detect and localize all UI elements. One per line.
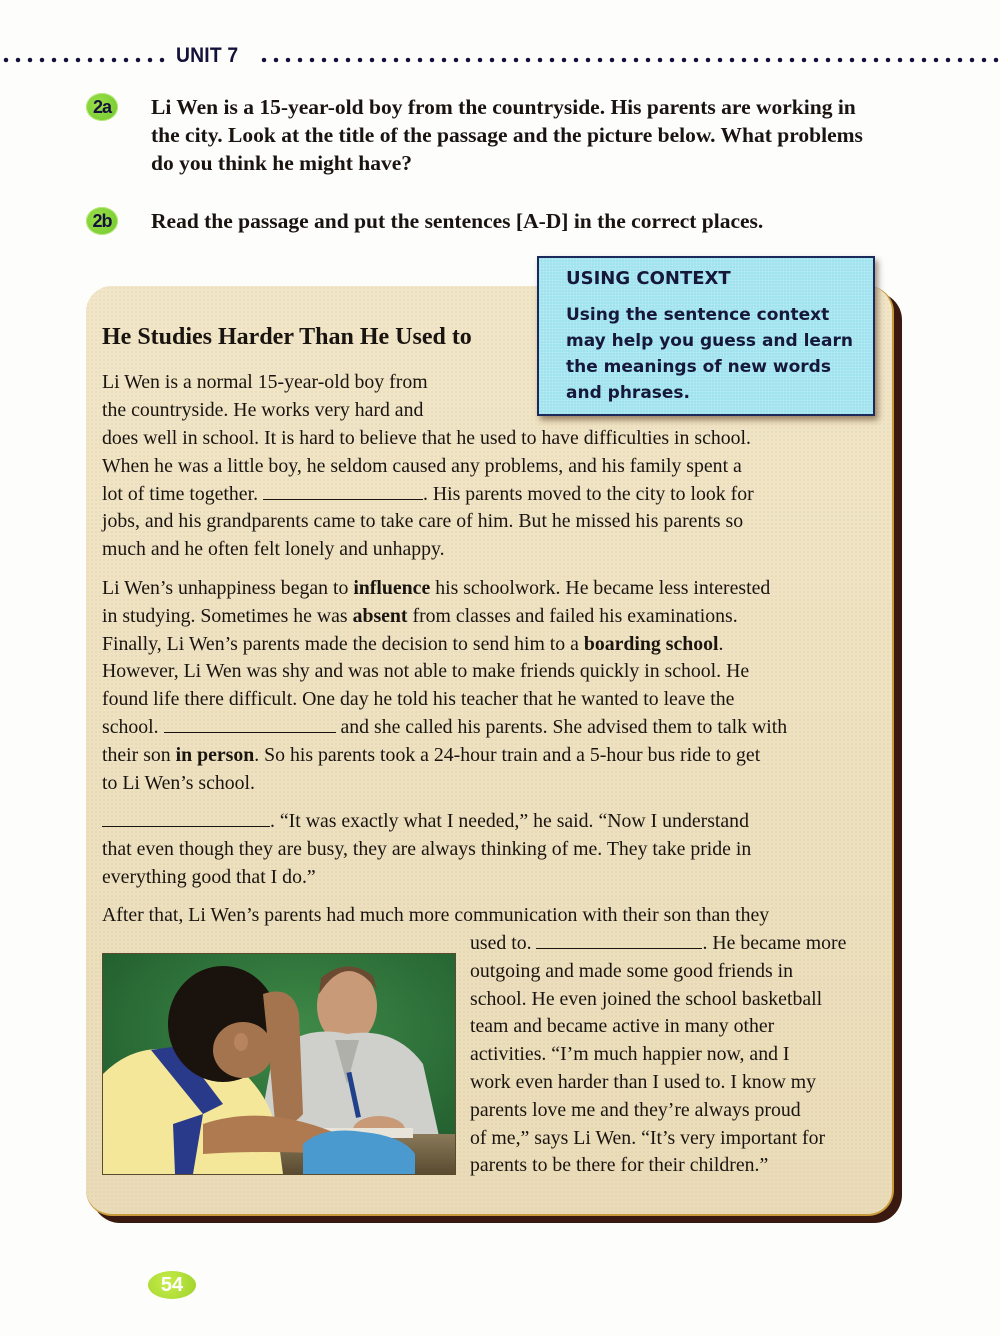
dotted-rule-left	[0, 57, 168, 63]
task-2b-instructions: Read the passage and put the sentences [A-D] in the correct places.	[151, 209, 764, 233]
text-line: jobs, and his grandparents came to take care of him. But he missed his parents so	[102, 510, 744, 533]
passage-title: He Studies Harder Than He Used to	[102, 324, 472, 350]
tip-body: Using the sentence context may help you guess and learn the meanings of new words and phrases.	[566, 305, 853, 403]
unit-label: UNIT 7	[176, 44, 239, 67]
unit-header	[0, 44, 1000, 74]
tip-title: USING CONTEXT	[566, 268, 731, 289]
text-line: After that, Li Wen’s parents had much more communication with their son than they	[102, 904, 770, 926]
text-line: used to. . He became more	[470, 932, 847, 954]
text-line: lot of time together. . His parents moved to the city to look for	[102, 482, 754, 505]
paragraph-4-line-1	[102, 902, 892, 930]
task-2a-instructions: Li Wen is a 15-year-old boy from the countryside. His parents are working in the city. Look at the title of the passage and the picture below. What problems do you think he might have?	[151, 95, 863, 175]
text-line: parents to be there for their children.”	[470, 1154, 769, 1177]
answer-blank-4[interactable]	[536, 930, 702, 949]
text-line: When he was a little boy, he seldom caused any problems, and his family spent a	[102, 454, 742, 477]
answer-blank-2[interactable]	[164, 714, 336, 733]
text-line: school. He even joined the school basketball	[470, 987, 823, 1010]
text-line: does well in school. It is hard to believe that he used to have difficulties in school.	[102, 427, 751, 449]
task-badge-2a: 2a	[86, 93, 118, 121]
keyword-influence: influence	[353, 577, 431, 599]
text-line: of me,” says Li Wen. “It’s very important for	[470, 1126, 826, 1149]
text-line: everything good that I do.”	[102, 865, 316, 888]
paragraph-1-intro	[102, 369, 502, 425]
text-line: outgoing and made some good friends in	[470, 959, 794, 982]
text-line: However, Li Wen was shy and was not able to make friends quickly in school. He	[102, 660, 750, 683]
text-line: Li Wen is a normal 15-year-old boy from	[102, 371, 428, 393]
text-line: activities. “I’m much happier now, and I	[470, 1043, 790, 1066]
text-line: team and became active in many other	[470, 1015, 775, 1038]
paragraph-4	[470, 930, 890, 1180]
keyword-absent: absent	[352, 604, 408, 627]
text-line: school. and she called his parents. She advised them to talk with	[102, 715, 788, 738]
page-number: 54	[148, 1271, 196, 1299]
paragraph-2	[102, 575, 892, 797]
text-line: Li Wen’s unhappiness began to influence his schoolwork. He became less interested	[102, 577, 771, 599]
keyword-boarding-school: boarding school	[583, 632, 719, 655]
text-line: Finally, Li Wen’s parents made the decision to send him to a boarding school.	[102, 632, 724, 655]
using-context-tip-box	[537, 256, 875, 416]
answer-blank-3[interactable]	[102, 808, 270, 827]
text-line: work even harder than I used to. I know my	[470, 1070, 817, 1093]
text-line: parents love me and they’re always proud	[470, 1098, 801, 1121]
text-line: . “It was exactly what I needed,” he said. “Now I understand	[102, 808, 892, 836]
task-badge-2b: 2b	[86, 207, 118, 235]
text-line: their son in person. So his parents took a 24-hour train and a 5-hour bus ride to get	[102, 743, 761, 766]
text-line: that even though they are busy, they are always thinking of me. They take pride in	[102, 837, 752, 860]
text-line: the countryside. He works very hard and	[102, 398, 424, 421]
text-line: found life there difficult. One day he told his teacher that he wanted to leave the	[102, 688, 735, 711]
keyword-in-person: in person	[175, 743, 255, 766]
dotted-rule-right	[258, 57, 1000, 63]
text-line: in studying. Sometimes he was absent from classes and failed his examinations.	[102, 604, 738, 627]
paragraph-3	[102, 808, 892, 891]
answer-blank-1[interactable]	[263, 481, 423, 500]
classroom-photo-icon	[102, 953, 456, 1175]
text-line: much and he often felt lonely and unhappy.	[102, 538, 445, 561]
paragraph-1	[102, 425, 892, 564]
text-line: to Li Wen’s school.	[102, 771, 255, 794]
